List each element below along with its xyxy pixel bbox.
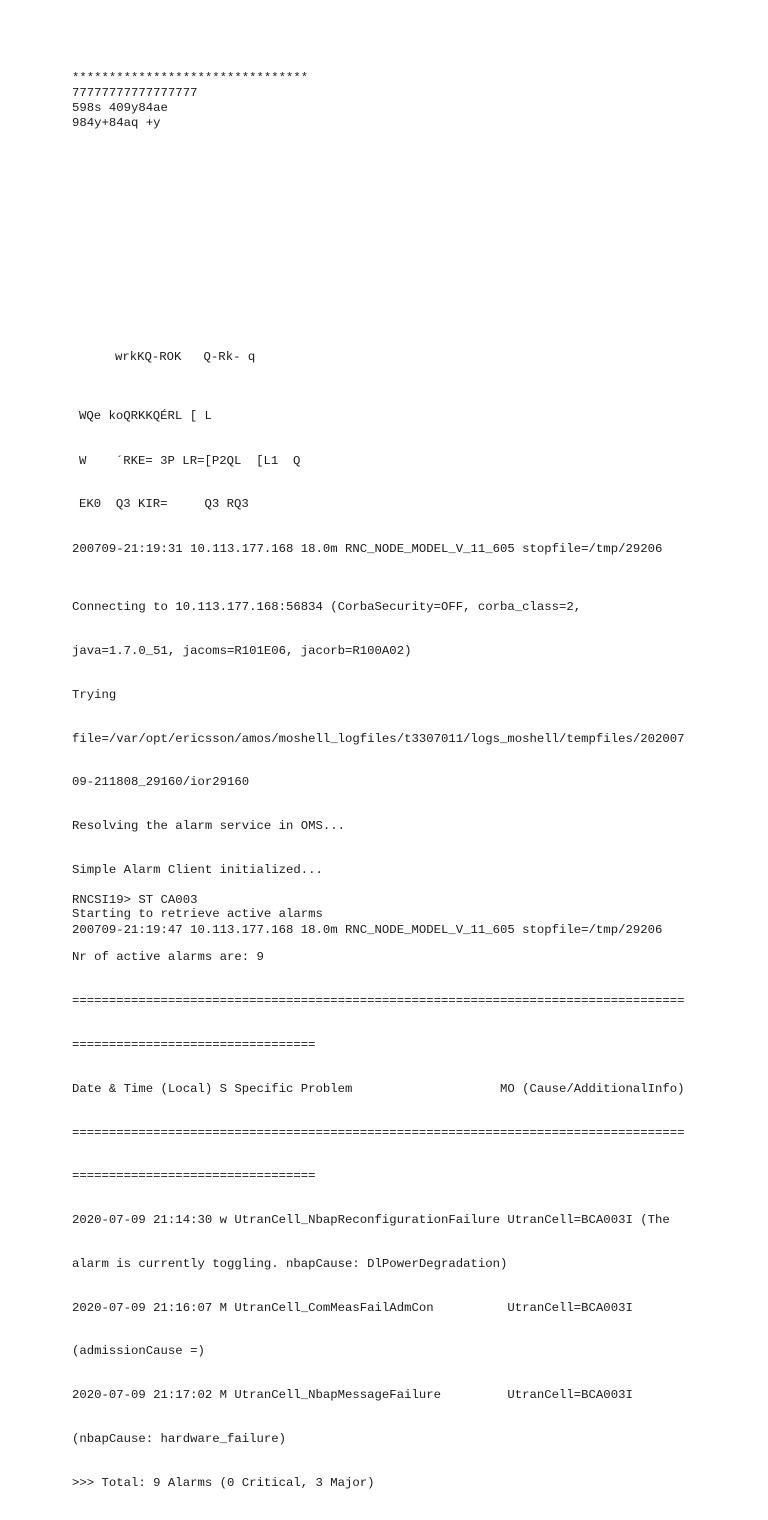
code-line-2: 984y+84aq +y	[72, 116, 161, 130]
log-line: Connecting to 10.113.177.168:56834 (CorbaSecurity=OFF, corba_class=2,	[72, 600, 582, 615]
sevens-line: 77777777777777777	[72, 86, 198, 100]
alarm-row-detail: (admissionCause =)	[72, 1344, 205, 1359]
alarm-row: 2020-07-09 21:14:30 w UtranCell_NbapReconfigurationFailure UtranCell=BCA003I (The	[72, 1213, 670, 1228]
log-line: Resolving the alarm service in OMS...	[72, 819, 346, 834]
log-line: Nr of active alarms are: 9	[72, 950, 264, 965]
garbled-line-4: EK0 Q3 KIR= Q3 RQ3	[79, 497, 249, 511]
alarm-total: >>> Total: 9 Alarms (0 Critical, 3 Major)	[72, 1475, 375, 1490]
log-line: Trying	[72, 687, 117, 702]
log-line: Starting to retrieve active alarms	[72, 906, 323, 921]
log-line: Simple Alarm Client initialized...	[72, 862, 323, 877]
separator-line: =================================	[72, 1169, 316, 1184]
alarm-row-detail: (nbapCause: hardware_failure)	[72, 1432, 287, 1447]
log-line: 09-211808_29160/ior29160	[72, 775, 250, 790]
garbled-line-1: wrkKQ-ROK Q-Rk- q	[115, 350, 256, 364]
garbled-line-3: W ´RKE= 3P LR=[P2QL [L1 Q	[79, 454, 301, 468]
stars-line: ********************************	[72, 71, 309, 85]
alarm-row: 2020-07-09 21:17:02 M UtranCell_NbapMessageFailure UtranCell=BCA003I	[72, 1388, 633, 1403]
code-line-1: 598s 409y84ae	[72, 101, 168, 115]
log-line: file=/var/opt/ericsson/amos/moshell_logfiles/t3307011/logs_moshell/tempfiles/202007	[72, 731, 685, 746]
table-header: Date & Time (Local) S Specific Problem MO (Cause/AdditionalInfo)	[72, 1081, 685, 1096]
alarm-row-detail: alarm is currently toggling. nbapCause: DlPowerDegradation)	[72, 1256, 508, 1271]
log-line: java=1.7.0_51, jacoms=R101E06, jacorb=R100A02)	[72, 643, 412, 658]
alarm-row: 2020-07-09 21:16:07 M UtranCell_ComMeasFailAdmCon UtranCell=BCA003I	[72, 1300, 633, 1315]
separator-line: =================================	[72, 1038, 316, 1052]
session-prompt-2: 200709-21:19:47 10.113.177.168 18.0m RNC_NODE_MODEL_V_11_605 stopfile=/tmp/29206	[72, 923, 663, 937]
alarm-log	[72, 571, 685, 1520]
command-line: RNCSI19> ST CA003	[72, 893, 198, 907]
garbled-line-2: WQe koQRKKQÉRL [ L	[79, 409, 212, 423]
separator-line: ===================================================================================	[72, 1125, 685, 1140]
separator-line: ===================================================================================	[72, 994, 685, 1009]
session-prompt-1: 200709-21:19:31 10.113.177.168 18.0m RNC_NODE_MODEL_V_11_605 stopfile=/tmp/29206	[72, 542, 663, 556]
